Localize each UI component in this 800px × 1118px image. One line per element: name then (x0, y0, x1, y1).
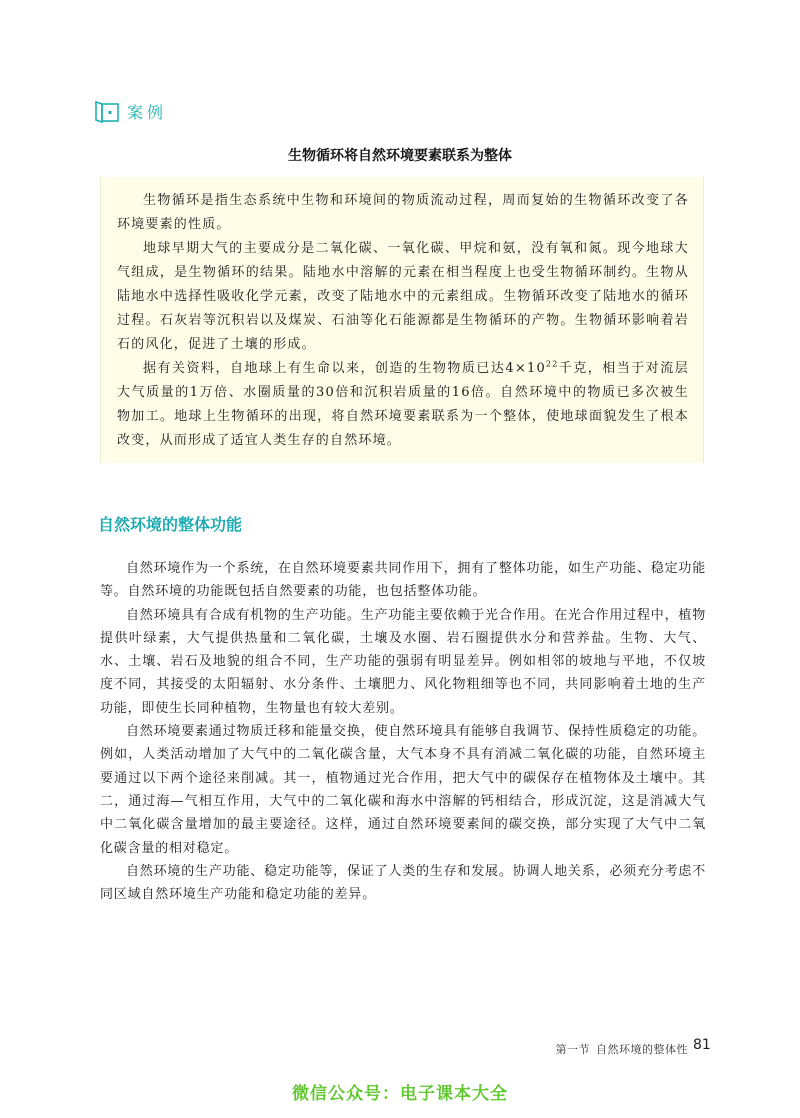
case-paragraph-1: 生物循环是指生态系统中生物和环境间的物质流动过程，周而复始的生物循环改变了各环境要素的性质。 (117, 193, 689, 232)
case-label: 案例 (127, 102, 168, 122)
biomass-value: 4×10 (505, 361, 546, 376)
section-body (100, 557, 706, 906)
case-paragraph-3-end: 千克，相当于对流层大气质量的1万倍、水圈质量的30倍和沉积岩质量的16倍。自然环境中的物质已多次被生物加工。地球上生物循环的出现，将自然环境要素联系为一个整体，使地球面貌发生了根本改变，从而形成了适宜人类生存的自然环境。 (117, 361, 689, 448)
page-number: 81 (693, 1037, 711, 1053)
biomass-exponent: 22 (545, 359, 559, 369)
footer-section-title: 自然环境的整体性 (596, 1043, 688, 1056)
footer-section (550, 1041, 689, 1057)
section-heading: 自然环境的整体功能 (98, 515, 243, 534)
body-paragraph-4: 自然环境的生产功能、稳定功能等，保证了人类的生存和发展。协调人地关系，必须充分考虑不同区域自然环境生产功能和稳定功能的差异。 (100, 863, 706, 903)
case-header (93, 99, 167, 123)
footer-section-number: 第一节 (555, 1043, 590, 1056)
case-paragraph-3-start: 据有关资料，自地球上有生命以来，创造的生物物质已达 (143, 361, 506, 376)
case-title: 生物循环将自然环境要素联系为整体 (288, 148, 512, 164)
body-paragraph-1: 自然环境作为一个系统，在自然环境要素共同作用下，拥有了整体功能，如生产功能、稳定功能等。自然环境的功能既包括自然要素的功能，也包括整体功能。 (100, 561, 706, 600)
watermark: 微信公众号：电子课本大全 (292, 1084, 508, 1104)
book-case-icon (93, 99, 123, 123)
case-box (100, 177, 704, 463)
case-paragraph-2: 地球早期大气的主要成分是二氧化碳、一氧化碳、甲烷和氨，没有氧和氮。现今地球大气组成，是生物循环的结果。陆地水中溶解的元素在相当程度上也受生物循环制约。生物从陆地水中选择性吸收化学元素，改变了陆地水中的元素组成。生物循环改变了陆地水的循环过程。石灰岩等沉积岩以及煤炭、石油等化石能源都是生物循环的产物。生物循环影响着岩石的风化，促进了土壤的形成。 (117, 241, 689, 352)
body-paragraph-2: 自然环境具有合成有机物的生产功能。生产功能主要依赖于光合作用。在光合作用过程中，植物提供叶绿素，大气提供热量和二氧化碳，土壤及水圈、岩石圈提供水分和营养盐。生物、大气、水、土壤、岩石及地貌的组合不同，生产功能的强弱有明显差异。例如相邻的坡地与平地，不仅坡度不同，其接受的太阳辐射、水分条件、土壤肥力、风化物粗细等也不同，共同影响着土地的生产功能，即使生长同种植物，生物量也有较大差别。 (100, 607, 706, 716)
case-paragraph-3 (117, 357, 689, 453)
body-paragraph-3: 自然环境要素通过物质迁移和能量交换，使自然环境具有能够自我调节、保持性质稳定的功能。例如，人类活动增加了大气中的二氧化碳含量，大气本身不具有消减二氧化碳的功能，自然环境主要通过以下两个途径来削减。其一，植物通过光合作用，把大气中的碳保存在植物体及土壤中。其二，通过海—气相互作用，大气中的二氧化碳和海水中溶解的钙相结合，形成沉淀，这是消减大气中二氧化碳含量增加的最主要途径。这样，通过自然环境要素间的碳交换，部分实现了大气中二氧化碳含量的相对稳定。 (100, 724, 706, 856)
